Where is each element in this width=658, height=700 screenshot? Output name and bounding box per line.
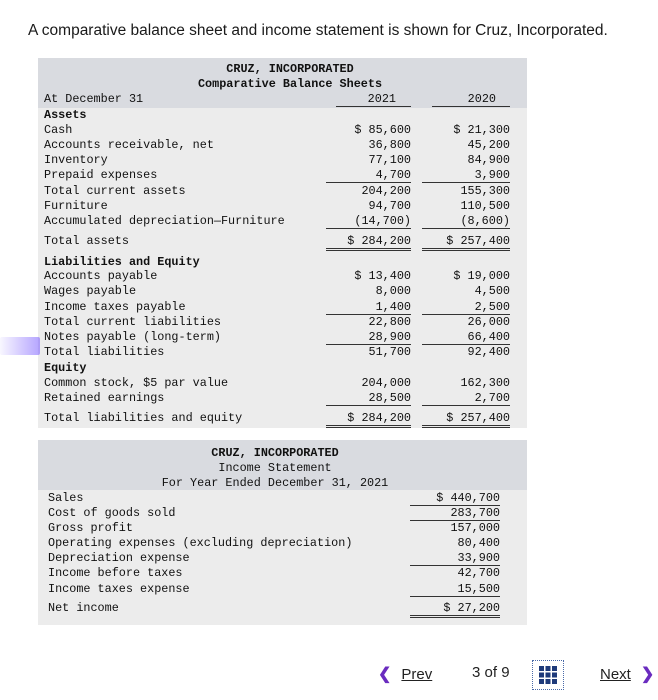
asset-row-v1: 94,700 (368, 199, 411, 213)
highlight-mark (0, 337, 40, 355)
is-title: Income Statement (218, 461, 332, 475)
income-row-label: Sales (48, 491, 84, 505)
page-of: of (484, 664, 498, 681)
chevron-right-icon: ❯ (640, 666, 655, 683)
income-row-label: Gross profit (48, 521, 133, 535)
asset-row-label: Furniture (44, 199, 108, 213)
income-row-label: Operating expenses (excluding depreciation) (48, 536, 353, 550)
asset-row-v1: 204,200 (361, 184, 411, 198)
asset-row-label: Total current assets (44, 184, 186, 198)
bs-year1: 2021 (367, 92, 396, 106)
income-row-label: Cost of goods sold (48, 506, 176, 520)
asset-row-label: Accounts receivable, net (44, 138, 214, 152)
next-label: Next (600, 665, 631, 683)
liability-row-label: Accounts payable (44, 269, 158, 283)
liability-row-v2: 2,500 (422, 300, 510, 315)
asset-row-v1: (14,700) (326, 214, 411, 229)
income-row-v: 157,000 (450, 521, 500, 535)
asset-row-v2: 84,900 (467, 153, 510, 167)
question-text: A comparative balance sheet and income statement is shown for Cruz, Incorporated. (28, 22, 608, 39)
equity-row-v2: 2,700 (422, 391, 510, 406)
equity-row-v1: $ 284,200 (326, 411, 411, 428)
income-row-v: 33,900 (410, 551, 500, 566)
asset-row-v2: 110,500 (460, 199, 510, 213)
asset-row-v1: 36,800 (368, 138, 411, 152)
liability-row-label: Notes payable (long-term) (44, 330, 221, 344)
asset-row-v2: 45,200 (467, 138, 510, 152)
asset-row-label: Cash (44, 123, 73, 137)
grid-button[interactable] (532, 660, 564, 690)
liability-row-v1: 8,000 (375, 284, 411, 298)
page-current: 3 (472, 664, 481, 681)
liability-row-label: Total current liabilities (44, 315, 221, 329)
asset-row-label: Total assets (44, 234, 129, 248)
next-button[interactable] (600, 664, 654, 684)
page-counter (472, 664, 510, 681)
income-row-v: 283,700 (410, 506, 500, 521)
asset-row-label: Inventory (44, 153, 108, 167)
equity-row-v2: 162,300 (460, 376, 510, 390)
income-row-label: Net income (48, 601, 119, 615)
liability-row-v1: 1,400 (326, 300, 411, 315)
income-row-v: $ 27,200 (410, 601, 500, 618)
grid-icon (538, 665, 558, 685)
income-row-label: Income taxes expense (48, 582, 190, 596)
liability-row-v2: $ 19,000 (453, 269, 510, 283)
equity-row-v1: 204,000 (361, 376, 411, 390)
equity-row-label: Common stock, $5 par value (44, 376, 229, 390)
asset-row-v2: 155,300 (460, 184, 510, 198)
income-row-v: 15,500 (410, 582, 500, 597)
liability-row-label: Income taxes payable (44, 300, 186, 314)
bs-date-label: At December 31 (44, 92, 144, 106)
assets-heading: Assets (44, 108, 87, 122)
is-period: For Year Ended December 31, 2021 (161, 476, 389, 490)
liability-row-v1: 51,700 (368, 345, 411, 359)
equity-row-label: Retained earnings (44, 391, 165, 405)
equity-row-label: Total liabilities and equity (44, 411, 243, 425)
asset-row-label: Prepaid expenses (44, 168, 158, 182)
income-row-label: Depreciation expense (48, 551, 190, 565)
is-company: CRUZ, INCORPORATED (211, 446, 339, 460)
equity-heading: Equity (44, 361, 87, 375)
liability-row-v1: $ 13,400 (354, 269, 411, 283)
bs-title: Comparative Balance Sheets (197, 77, 383, 91)
bs-company: CRUZ, INCORPORATED (226, 62, 354, 76)
income-row-v: 80,400 (457, 536, 500, 550)
asset-row-v2: (8,600) (422, 214, 510, 229)
income-row-label: Income before taxes (48, 566, 183, 580)
page-total: 9 (501, 664, 510, 681)
asset-row-v2: $ 21,300 (453, 123, 510, 137)
prev-button[interactable] (378, 664, 432, 684)
liability-row-v2: 66,400 (422, 330, 510, 345)
chevron-left-icon: ❮ (378, 666, 392, 683)
asset-row-v2: $ 257,400 (422, 234, 510, 251)
asset-row-v1: $ 85,600 (354, 123, 411, 137)
asset-row-label: Accumulated depreciation—Furniture (44, 214, 285, 228)
liability-row-v2: 92,400 (467, 345, 510, 359)
income-row-v: 42,700 (457, 566, 500, 580)
liability-row-label: Wages payable (44, 284, 137, 298)
asset-row-v1: $ 284,200 (326, 234, 411, 251)
income-row-v: $ 440,700 (410, 491, 500, 506)
liability-row-label: Total liabilities (44, 345, 165, 359)
liability-row-v2: 4,500 (474, 284, 510, 298)
liabilities-heading: Liabilities and Equity (44, 255, 200, 269)
asset-row-v1: 4,700 (326, 168, 411, 183)
asset-row-v1: 77,100 (368, 153, 411, 167)
equity-row-v1: 28,500 (326, 391, 411, 406)
liability-row-v1: 22,800 (368, 315, 411, 329)
bs-year2: 2020 (467, 92, 496, 106)
liability-row-v1: 28,900 (326, 330, 411, 345)
liability-row-v2: 26,000 (467, 315, 510, 329)
equity-row-v2: $ 257,400 (422, 411, 510, 428)
asset-row-v2: 3,900 (422, 168, 510, 183)
prev-label: Prev (401, 665, 433, 683)
